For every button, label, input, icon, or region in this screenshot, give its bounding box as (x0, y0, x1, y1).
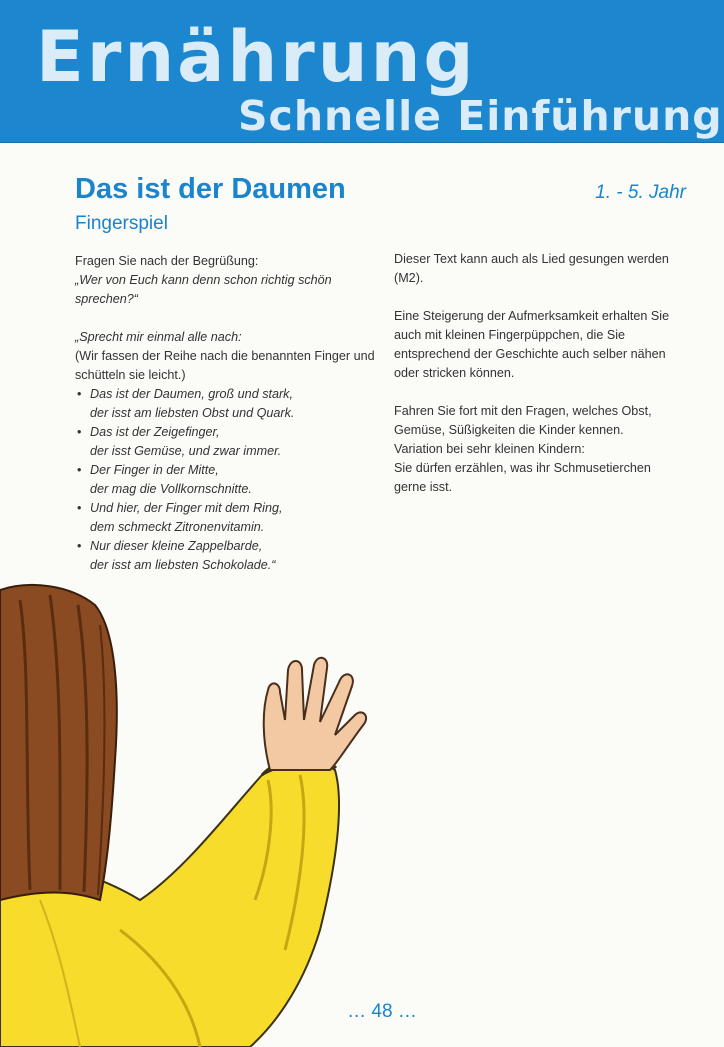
question-text: „Wer von Euch kann denn schon richtig schön sprechen?“ (75, 273, 332, 306)
page-subtitle: Schnelle Einführung (238, 92, 723, 140)
verse-item: • Das ist der Zeigefinger, der isst Gemüse, und zwar immer. (75, 423, 375, 461)
header-banner (0, 0, 724, 143)
instruction-text: (Wir fassen der Reihe nach die benannten Finger und schütteln sie leicht.) (75, 349, 375, 382)
continue-note: Fahren Sie fort mit den Fragen, welches Obst, Gemüse, Süßigkeiten die Kinder kennen. (394, 404, 652, 437)
intro-text: Fragen Sie nach der Begrüßung: (75, 254, 259, 268)
verse-item: • Nur dieser kleine Zappelbarde, der isst am liebsten Schokolade.“ (75, 537, 375, 575)
right-column (394, 250, 686, 497)
verse-item: • Der Finger in der Mitte, der mag die Vollkornschnitte. (75, 461, 375, 499)
child-waving-illustration (0, 570, 400, 1047)
page-title: Ernährung (36, 16, 477, 98)
verse-item: • Das ist der Daumen, groß und stark, der isst am liebsten Obst und Quark. (75, 385, 375, 423)
left-column (75, 252, 375, 575)
prompt-text: „Sprecht mir einmal alle nach: (75, 330, 242, 344)
page-number: … 48 … (347, 1001, 417, 1022)
verse-list (75, 385, 375, 575)
article-subtitle: Fingerspiel (75, 213, 168, 234)
variation-label: Variation bei sehr kleinen Kindern: (394, 442, 585, 456)
variation-text: Sie dürfen erzählen, was ihr Schmusetierchen gerne isst. (394, 461, 651, 494)
puppet-note: Eine Steigerung der Aufmerksamkeit erhalten Sie auch mit kleinen Fingerpüppchen, die Sie entsprechend der Geschichte auch selber nähen oder stricken können. (394, 309, 670, 380)
article-title: Das ist der Daumen (75, 173, 346, 205)
age-range: 1. - 5. Jahr (595, 182, 686, 203)
waving-hand (264, 658, 366, 770)
verse-item: • Und hier, der Finger mit dem Ring, dem schmeckt Zitronenvitamin. (75, 499, 375, 537)
song-note: Dieser Text kann auch als Lied gesungen werden (M2). (394, 252, 669, 285)
